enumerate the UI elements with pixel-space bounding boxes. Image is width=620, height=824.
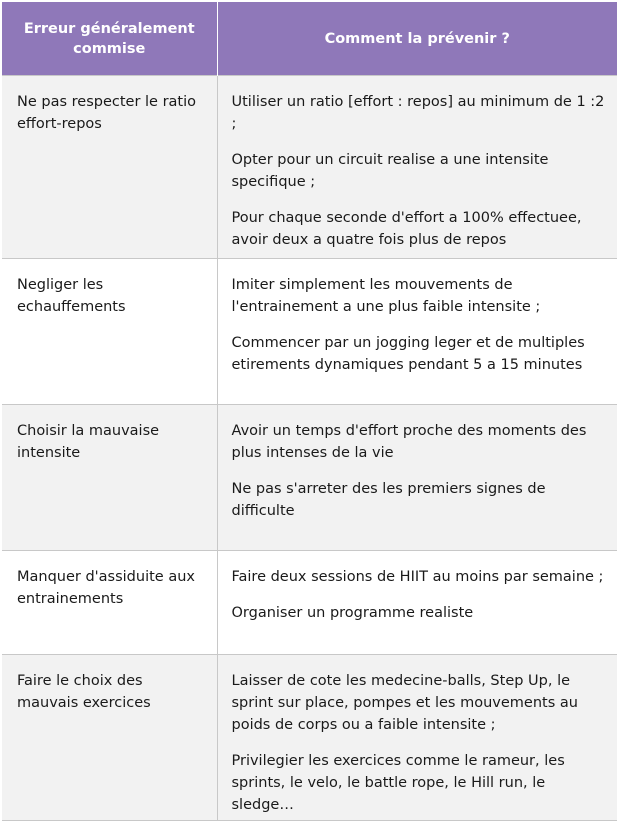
prevention-cell xyxy=(217,655,617,821)
prevention-tip: Commencer par un jogging leger et de multiples etirements dynamiques pendant 5 a 15 minutes xyxy=(231,335,585,373)
prevention-cell xyxy=(217,405,617,551)
errors-table xyxy=(2,2,617,821)
header-prevention: Comment la prévenir ? xyxy=(217,2,617,76)
prevention-tip: Ne pas s'arreter des les premiers signes de difficulte xyxy=(231,481,546,519)
prevention-tip: Organiser un programme realiste xyxy=(231,605,474,621)
error-cell: Manquer d'assiduite aux entrainements xyxy=(2,551,217,655)
prevention-tip: Privilegier les exercices comme le rameur, les sprints, le velo, le battle rope, le Hill run, le sledge… xyxy=(231,753,565,813)
prevention-tip: Imiter simplement les mouvements de l'entrainement a une plus faible intensite ; xyxy=(231,277,541,315)
prevention-cell xyxy=(217,259,617,405)
table-row xyxy=(2,76,617,259)
table-row xyxy=(2,259,617,405)
header-error: Erreur généralement commise xyxy=(2,2,217,76)
prevention-cell xyxy=(217,76,617,259)
prevention-tip: Utiliser un ratio [effort : repos] au minimum de 1 :2 ; xyxy=(231,94,605,132)
prevention-tip: Faire deux sessions de HIIT au moins par semaine ; xyxy=(231,569,604,585)
prevention-tip: Pour chaque seconde d'effort a 100% effectuee, avoir deux a quatre fois plus de repos xyxy=(231,210,582,248)
table-row xyxy=(2,655,617,821)
table-row xyxy=(2,405,617,551)
error-cell: Faire le choix des mauvais exercices xyxy=(2,655,217,821)
error-cell: Negliger les echauffements xyxy=(2,259,217,405)
header-row xyxy=(2,2,617,76)
error-cell: Ne pas respecter le ratio effort-repos xyxy=(2,76,217,259)
prevention-tip: Avoir un temps d'effort proche des moments des plus intenses de la vie xyxy=(231,423,587,461)
table-row xyxy=(2,551,617,655)
error-cell: Choisir la mauvaise intensite xyxy=(2,405,217,551)
prevention-cell xyxy=(217,551,617,655)
prevention-tip: Opter pour un circuit realise a une intensite specifique ; xyxy=(231,152,549,190)
prevention-tip: Laisser de cote les medecine-balls, Step Up, le sprint sur place, pompes et les mouvements au poids de corps ou a faible intensite ; xyxy=(231,673,578,733)
